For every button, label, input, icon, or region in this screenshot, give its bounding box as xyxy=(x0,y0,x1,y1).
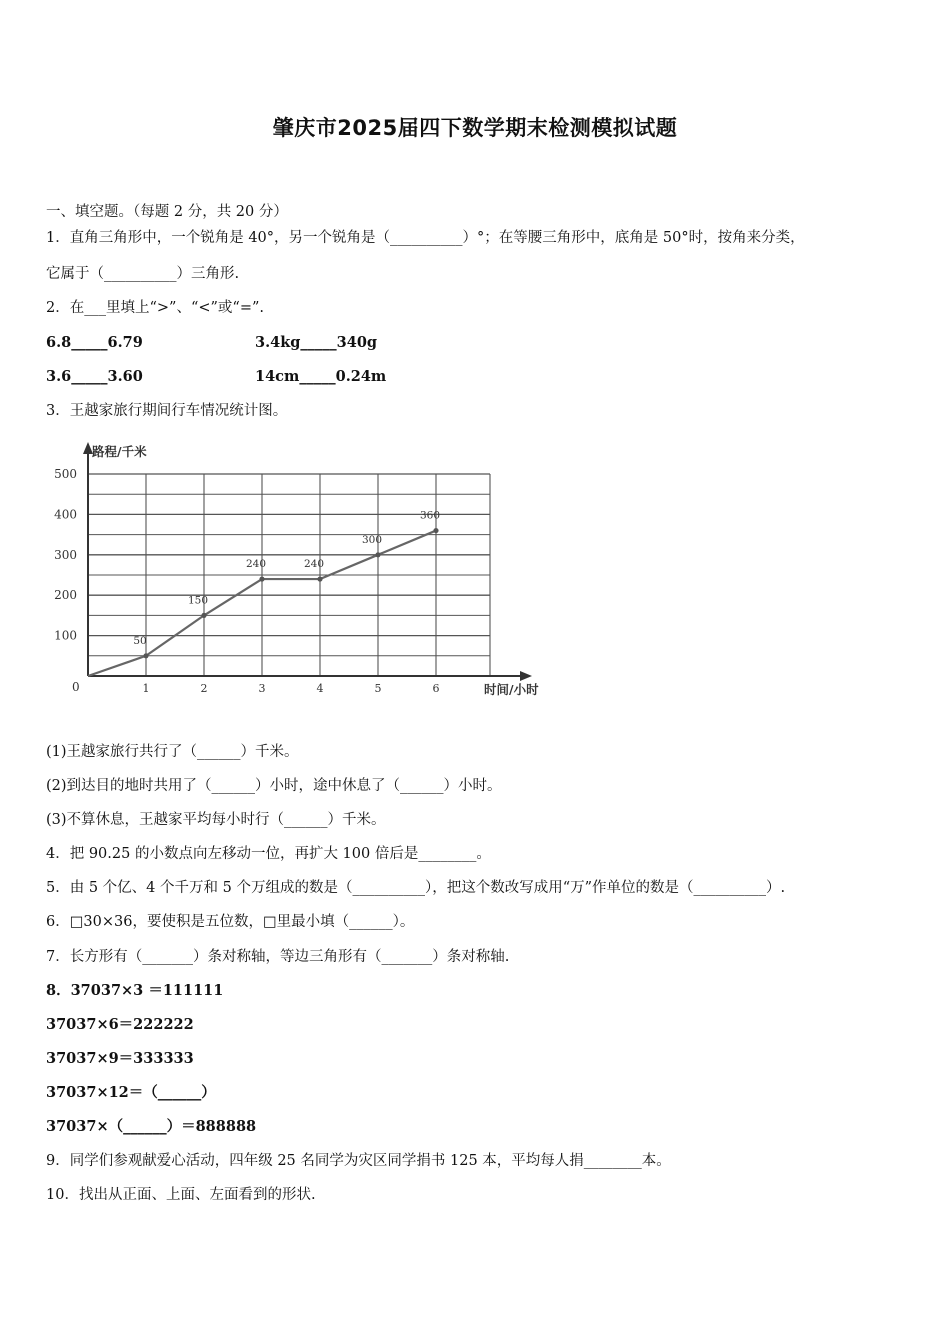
data-label: 240 xyxy=(245,558,267,571)
y-tick-label: 200 xyxy=(54,588,77,603)
question-2: 2．在___里填上“>”、“<”或“=”. xyxy=(46,300,265,316)
y-axis-title: 路程/千米 xyxy=(92,444,147,459)
question-4: 4．把 90.25 的小数点向左移动一位，再扩大 100 倍后是________。 xyxy=(46,846,491,862)
data-point xyxy=(143,653,148,658)
question-1-line-1: 1．直角三角形中，一个锐角是 40°，另一个锐角是（__________）°；在等腰三角形中，底角是 50°时，按角来分类， xyxy=(46,230,805,246)
compare-item-3: 3.6_____3.60 xyxy=(46,368,143,385)
x-tick-label: 4 xyxy=(316,682,324,695)
chart-series xyxy=(88,528,439,676)
question-7: 7．长方形有（_______）条对称轴，等边三角形有（_______）条对称轴. xyxy=(46,949,510,965)
x-tick-label: 3 xyxy=(258,682,266,695)
question-1-line-2: 它属于（__________）三角形. xyxy=(46,266,240,282)
x-axis-arrow xyxy=(520,671,532,681)
y-tick-label: 400 xyxy=(54,507,77,522)
compare-item-1: 6.8_____6.79 xyxy=(46,334,143,351)
compare-item-2: 3.4kg_____340g xyxy=(255,334,378,351)
data-point xyxy=(433,528,438,533)
question-8-line-1: 8．37037×3 ＝111111 xyxy=(46,982,224,999)
x-tick-label: 6 xyxy=(432,682,440,695)
question-8-line-4: 37037×12＝（______） xyxy=(46,1084,216,1101)
travel-line-chart xyxy=(40,436,570,711)
y-tick-label: 300 xyxy=(54,547,77,562)
data-label: 240 xyxy=(303,558,325,571)
chart-ticks xyxy=(54,467,439,695)
data-label: 150 xyxy=(187,594,209,607)
origin-label: 0 xyxy=(72,680,80,694)
data-point xyxy=(259,576,264,581)
question-3-sub-1: (1)王越家旅行共行了（______）千米。 xyxy=(46,744,299,760)
data-point xyxy=(375,552,380,557)
question-10: 10．找出从正面、上面、左面看到的形状. xyxy=(46,1187,316,1203)
page-title: 肇庆市2025届四下数学期末检测模拟试题 xyxy=(272,116,678,140)
question-3: 3．王越家旅行期间行车情况统计图。 xyxy=(46,403,288,419)
x-axis-title: 时间/小时 xyxy=(484,682,539,697)
data-label: 360 xyxy=(419,509,441,522)
y-tick-label: 100 xyxy=(54,628,77,643)
data-label: 50 xyxy=(133,634,147,647)
data-label: 300 xyxy=(361,533,383,546)
question-8-line-3: 37037×9＝333333 xyxy=(46,1050,194,1067)
chart-grid xyxy=(88,474,490,676)
x-tick-label: 2 xyxy=(200,682,208,695)
chart-labels xyxy=(72,444,539,697)
data-point xyxy=(317,576,322,581)
question-6: 6．□30×36，要使积是五位数，□里最小填（______）。 xyxy=(46,914,415,930)
question-8-line-5: 37037×（______）＝888888 xyxy=(46,1118,257,1135)
section-heading: 一、填空题。（每题 2 分，共 20 分） xyxy=(46,204,288,220)
y-tick-label: 500 xyxy=(54,467,77,481)
compare-item-4: 14cm_____0.24m xyxy=(255,368,387,385)
x-tick-label: 5 xyxy=(374,682,382,695)
question-2-row-1 xyxy=(46,333,378,353)
question-5: 5．由 5 个亿、4 个千万和 5 个万组成的数是（__________），把这个数改写成用“万”作单位的数是（__________）. xyxy=(46,880,786,896)
question-9: 9．同学们参观献爱心活动，四年级 25 名同学为灾区同学捐书 125 本，平均每人捐________本。 xyxy=(46,1153,671,1169)
question-3-sub-3: (3)不算休息，王越家平均每小时行（______）千米。 xyxy=(46,812,386,828)
question-8-line-2: 37037×6＝222222 xyxy=(46,1016,194,1033)
x-tick-label: 1 xyxy=(142,682,150,695)
question-2-row-2 xyxy=(46,367,387,387)
data-point xyxy=(201,613,206,618)
question-3-sub-2: (2)到达目的地时共用了（______）小时，途中休息了（______）小时。 xyxy=(46,778,502,794)
